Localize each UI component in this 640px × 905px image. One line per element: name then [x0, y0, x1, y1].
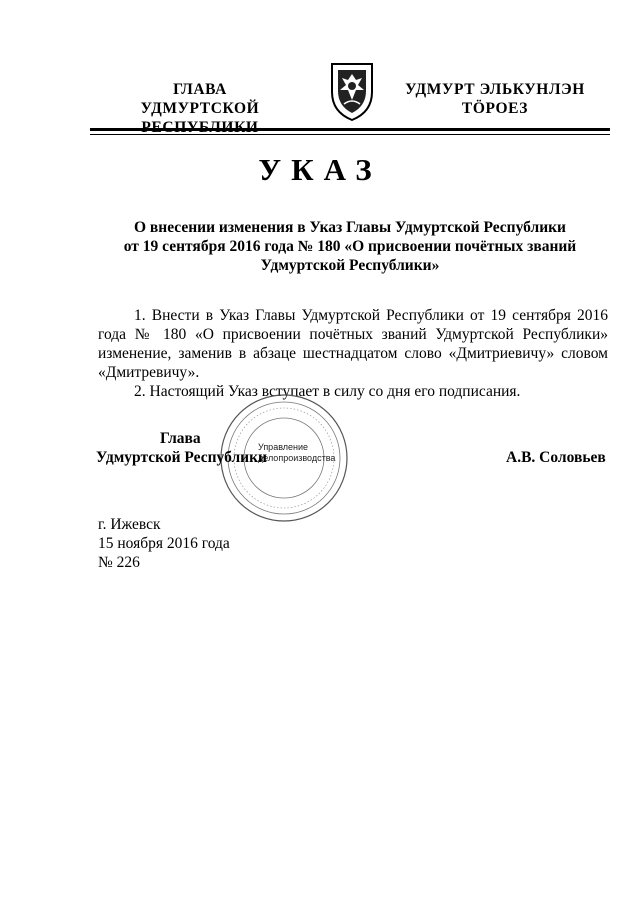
issuer-left-line2: УДМУРТСКОЙ: [140, 100, 260, 117]
header-divider-thin: [90, 134, 610, 135]
stamp-line2: делопроизводства: [258, 453, 336, 463]
coat-of-arms-icon: [328, 60, 376, 122]
issuer-right: [395, 80, 595, 118]
signatory-name: А.В. Соловьев: [506, 449, 606, 466]
issuer-right-line2: ТӦРОЕЗ: [461, 100, 529, 117]
signatory-position-line2: Удмуртской Республики: [96, 449, 267, 466]
document-body: [98, 306, 608, 401]
issuer-right-line1: УДМУРТ ЭЛЬКУНЛЭН: [405, 81, 585, 98]
footer-city: г. Ижевск: [98, 516, 161, 533]
subject-line1: О внесении изменения в Указ Главы Удмуртской Республики: [134, 219, 566, 236]
subject-line2: от 19 сентября 2016 года № 180 «О присвоении почётных званий: [123, 238, 577, 255]
footer-date: 15 ноября 2016 года: [98, 535, 230, 552]
signatory-position: [96, 429, 286, 467]
paragraph-1: 1. Внести в Указ Главы Удмуртской Республики от 19 сентября 2016 года № 180 «О присвоении почётных званий Удмуртской Республики» изменение, заменив в абзаце шестнадцатом слово «Дмитриевичу» словом «Дмитревичу».: [98, 307, 608, 381]
subject-line3: Удмуртской Республики»: [260, 257, 440, 274]
document-title: УКАЗ: [258, 152, 382, 187]
header-divider-thick: [90, 128, 610, 131]
footer-number: № 226: [98, 554, 140, 571]
paragraph-2: 2. Настоящий Указ вступает в силу со дня его подписания.: [134, 383, 521, 400]
document-footer: [98, 515, 298, 572]
signatory-position-line1: Глава: [160, 430, 201, 447]
stamp-line1: Управление: [258, 442, 309, 452]
issuer-left-line1: ГЛАВА: [173, 81, 227, 98]
document-subject: [90, 218, 610, 275]
